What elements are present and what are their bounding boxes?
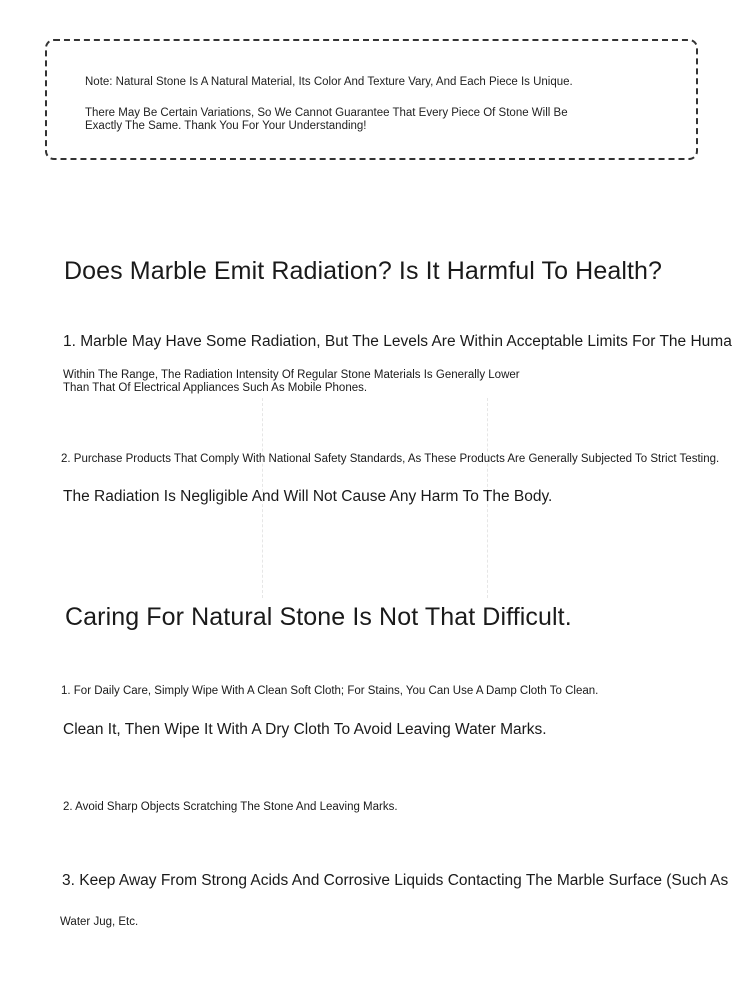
radiation-point-2: 2. Purchase Products That Comply With National Safety Standards, As These Products Are Generally Subjected To Strict Testing. [61, 453, 720, 465]
note-line-2: There May Be Certain Variations, So We Cannot Guarantee That Every Piece Of Stone Will Be Exactly The Same. Thank You For Your Understanding! [85, 107, 568, 132]
note-line-1: Note: Natural Stone Is A Natural Material, Its Color And Texture Vary, And Each Piece Is Unique. [85, 76, 573, 88]
care-point-2: 2. Avoid Sharp Objects Scratching The Stone And Leaving Marks. [63, 801, 398, 813]
radiation-point-1-detail: Within The Range, The Radiation Intensity Of Regular Stone Materials Is Generally Lower Than That Of Electrical Appliances Such As Mobile Phones. [63, 369, 520, 394]
care-heading: Caring For Natural Stone Is Not That Difficult. [65, 603, 572, 631]
radiation-point-1: 1. Marble May Have Some Radiation, But The Levels Are Within Acceptable Limits For The Huma [63, 333, 732, 350]
care-point-3-detail: Water Jug, Etc. [60, 916, 139, 928]
note-box [45, 39, 698, 160]
care-point-1-detail: Clean It, Then Wipe It With A Dry Cloth To Avoid Leaving Water Marks. [63, 721, 547, 738]
care-point-1: 1. For Daily Care, Simply Wipe With A Clean Soft Cloth; For Stains, You Can Use A Damp Cloth To Clean. [61, 685, 599, 697]
care-point-3: 3. Keep Away From Strong Acids And Corrosive Liquids Contacting The Marble Surface (Such As [62, 872, 729, 889]
radiation-heading: Does Marble Emit Radiation? Is It Harmful To Health? [64, 257, 663, 285]
radiation-point-2-detail: The Radiation Is Negligible And Will Not Cause Any Harm To The Body. [63, 488, 553, 505]
